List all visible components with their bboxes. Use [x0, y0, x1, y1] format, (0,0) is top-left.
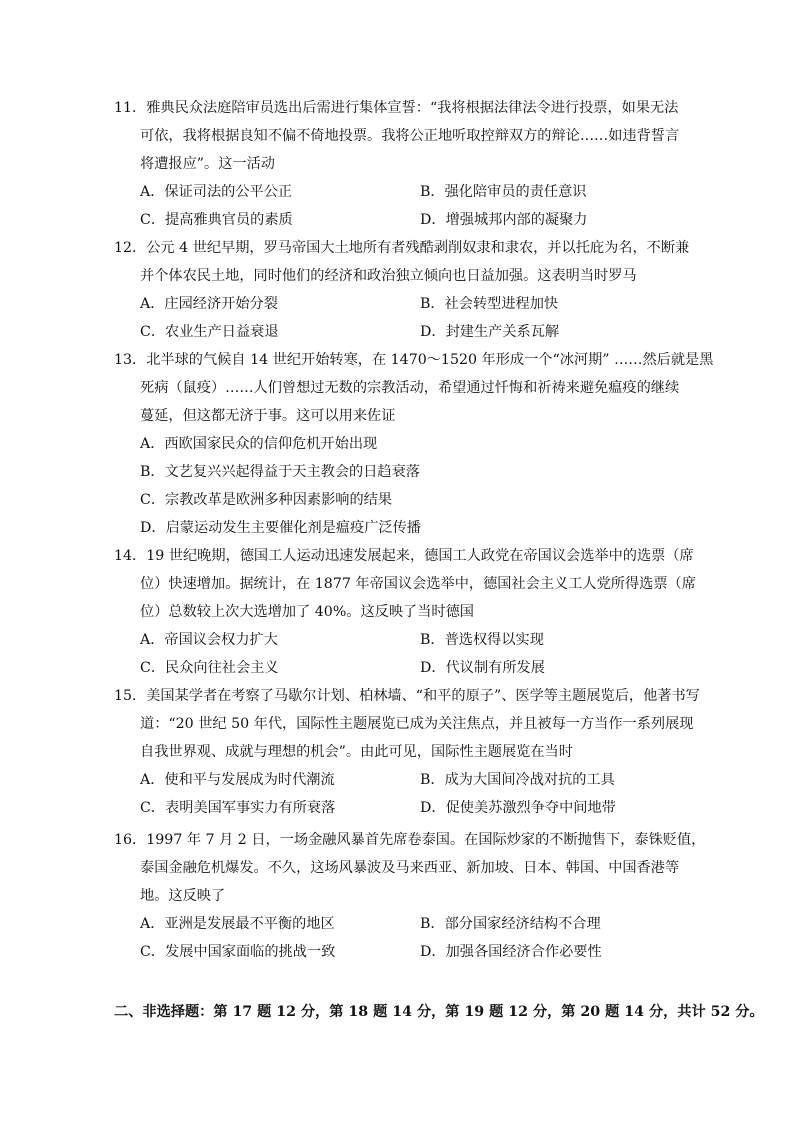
- question-14-option-d[interactable]: D．代议制有所发展: [420, 660, 545, 676]
- question-13-option-c[interactable]: C．宗教改革是欧洲多种因素影响的结果: [140, 492, 393, 508]
- question-16-option-c[interactable]: C．发展中国家面临的挑战一致: [140, 944, 336, 960]
- question-15-options-row-2: [114, 794, 684, 822]
- question-12-options-row-1: [114, 290, 684, 318]
- question-15-line-3: 自我世界观、成就与理想的机会”。由此可见，国际性主题展览在当时: [140, 744, 573, 760]
- question-14-option-c[interactable]: C．民众向往社会主义: [140, 660, 279, 676]
- question-15-option-c[interactable]: C．表明美国军事实力有所衰落: [140, 800, 336, 816]
- question-11-option-d[interactable]: D．增强城邦内部的凝聚力: [420, 212, 588, 228]
- question-14: [114, 542, 696, 682]
- question-16-options-row-1: [114, 910, 684, 938]
- question-15-line-2: 道：“20 世纪 50 年代，国际性主题展览已成为关注焦点，并且被每一方当作一系列展现: [140, 716, 694, 732]
- question-12-option-d[interactable]: D．封建生产关系瓦解: [420, 324, 560, 340]
- question-16-options-row-2: [114, 938, 684, 966]
- question-13-line-1: 13．北半球的气候自 14 世纪开始转寒，在 1470～1520 年形成一个“冰河期” ……然后就是黑: [114, 352, 714, 368]
- question-16-line-3: 地。这反映了: [140, 888, 226, 904]
- question-11-option-c[interactable]: C．提高雅典官员的素质: [140, 212, 293, 228]
- question-15: [114, 682, 700, 822]
- question-12: [114, 234, 690, 346]
- question-11-option-a[interactable]: A．保证司法的公平公正: [140, 184, 293, 200]
- question-11-options-row-2: [114, 206, 684, 234]
- question-15-options-row-1: [114, 766, 684, 794]
- question-13-option-a[interactable]: A．西欧国家民众的信仰危机开始出现: [140, 436, 378, 452]
- question-11-line-2: 可依，我将根据良知不偏不倚地投票。我将公正地听取控辩双方的辩论……如违背誓言: [140, 128, 680, 144]
- question-11-line-3: 将遭报应”。这一活动: [140, 156, 275, 172]
- question-16-line-2: 泰国金融危机爆发。不久，这场风暴波及马来西亚、新加坡、日本、韩国、中国香港等: [140, 860, 680, 876]
- question-14-line-2: 位）快速增加。据统计，在 1877 年帝国议会选举中，德国社会主义工人党所得选票（席: [140, 576, 696, 592]
- question-14-line-3: 位）总数较上次大选增加了 40%。这反映了当时德国: [140, 604, 474, 620]
- question-16-option-a[interactable]: A．亚洲是发展最不平衡的地区: [140, 916, 335, 932]
- question-14-line-1: 14．19 世纪晚期，德国工人运动迅速发展起来，德国工人政党在帝国议会选举中的选票（席: [114, 548, 694, 564]
- question-11-line-1: 11．雅典民众法庭陪审员选出后需进行集体宣誓：“我将根据法律法令进行投票，如果无法: [114, 100, 679, 116]
- question-14-options-row-2: [114, 654, 684, 682]
- question-12-option-c[interactable]: C．农业生产日益衰退: [140, 324, 279, 340]
- question-16-option-d[interactable]: D．加强各国经济合作必要性: [420, 944, 602, 960]
- question-14-option-a[interactable]: A．帝国议会权力扩大: [140, 632, 278, 648]
- question-14-options-row-1: [114, 626, 684, 654]
- question-11-options-row-1: [114, 178, 684, 206]
- question-14-option-b[interactable]: B．普选权得以实现: [420, 632, 544, 648]
- question-13: [114, 346, 714, 542]
- question-12-option-a[interactable]: A．庄园经济开始分裂: [140, 296, 278, 312]
- question-13-option-d[interactable]: D．启蒙运动发生主要催化剂是瘟疫广泛传播: [140, 520, 421, 536]
- question-15-option-d[interactable]: D．促使美苏激烈争夺中间地带: [420, 800, 616, 816]
- question-13-option-b[interactable]: B．文艺复兴兴起得益于天主教会的日趋衰落: [140, 464, 420, 480]
- question-12-line-2: 并个体农民土地，同时他们的经济和政治独立倾向也日益加强。这表明当时罗马: [140, 268, 637, 284]
- question-11: [114, 94, 684, 234]
- question-15-option-b[interactable]: B．成为大国间冷战对抗的工具: [420, 772, 615, 788]
- question-15-line-1: 15．美国某学者在考察了马歇尔计划、柏林墙、“和平的原子”、医学等主题展览后，他著书写: [114, 688, 700, 704]
- question-12-option-b[interactable]: B．社会转型进程加快: [420, 296, 559, 312]
- question-13-line-2: 死病（鼠疫）……人们曾想过无数的宗教活动，希望通过忏悔和祈祷来避免瘟疫的继续: [140, 380, 680, 396]
- question-16: [114, 826, 706, 966]
- question-16-line-1: 16．1997 年 7 月 2 日，一场金融风暴首先席卷泰国。在国际炒家的不断抛售下，泰铢贬值，: [114, 832, 706, 848]
- section-2-heading: 二、非选择题：第 17 题 12 分，第 18 题 14 分，第 19 题 12 分，第 20 题 14 分，共计 52 分。: [114, 1004, 764, 1020]
- question-12-line-1: 12．公元 4 世纪早期，罗马帝国大土地所有者残酷剥削奴隶和隶农，并以托庇为名，不断兼: [114, 240, 690, 256]
- question-15-option-a[interactable]: A．使和平与发展成为时代潮流: [140, 772, 335, 788]
- question-13-line-3: 蔓延，但这都无济于事。这可以用来佐证: [140, 408, 396, 424]
- question-12-options-row-2: [114, 318, 684, 346]
- question-11-option-b[interactable]: B．强化陪审员的责任意识: [420, 184, 587, 200]
- question-16-option-b[interactable]: B．部分国家经济结构不合理: [420, 916, 601, 932]
